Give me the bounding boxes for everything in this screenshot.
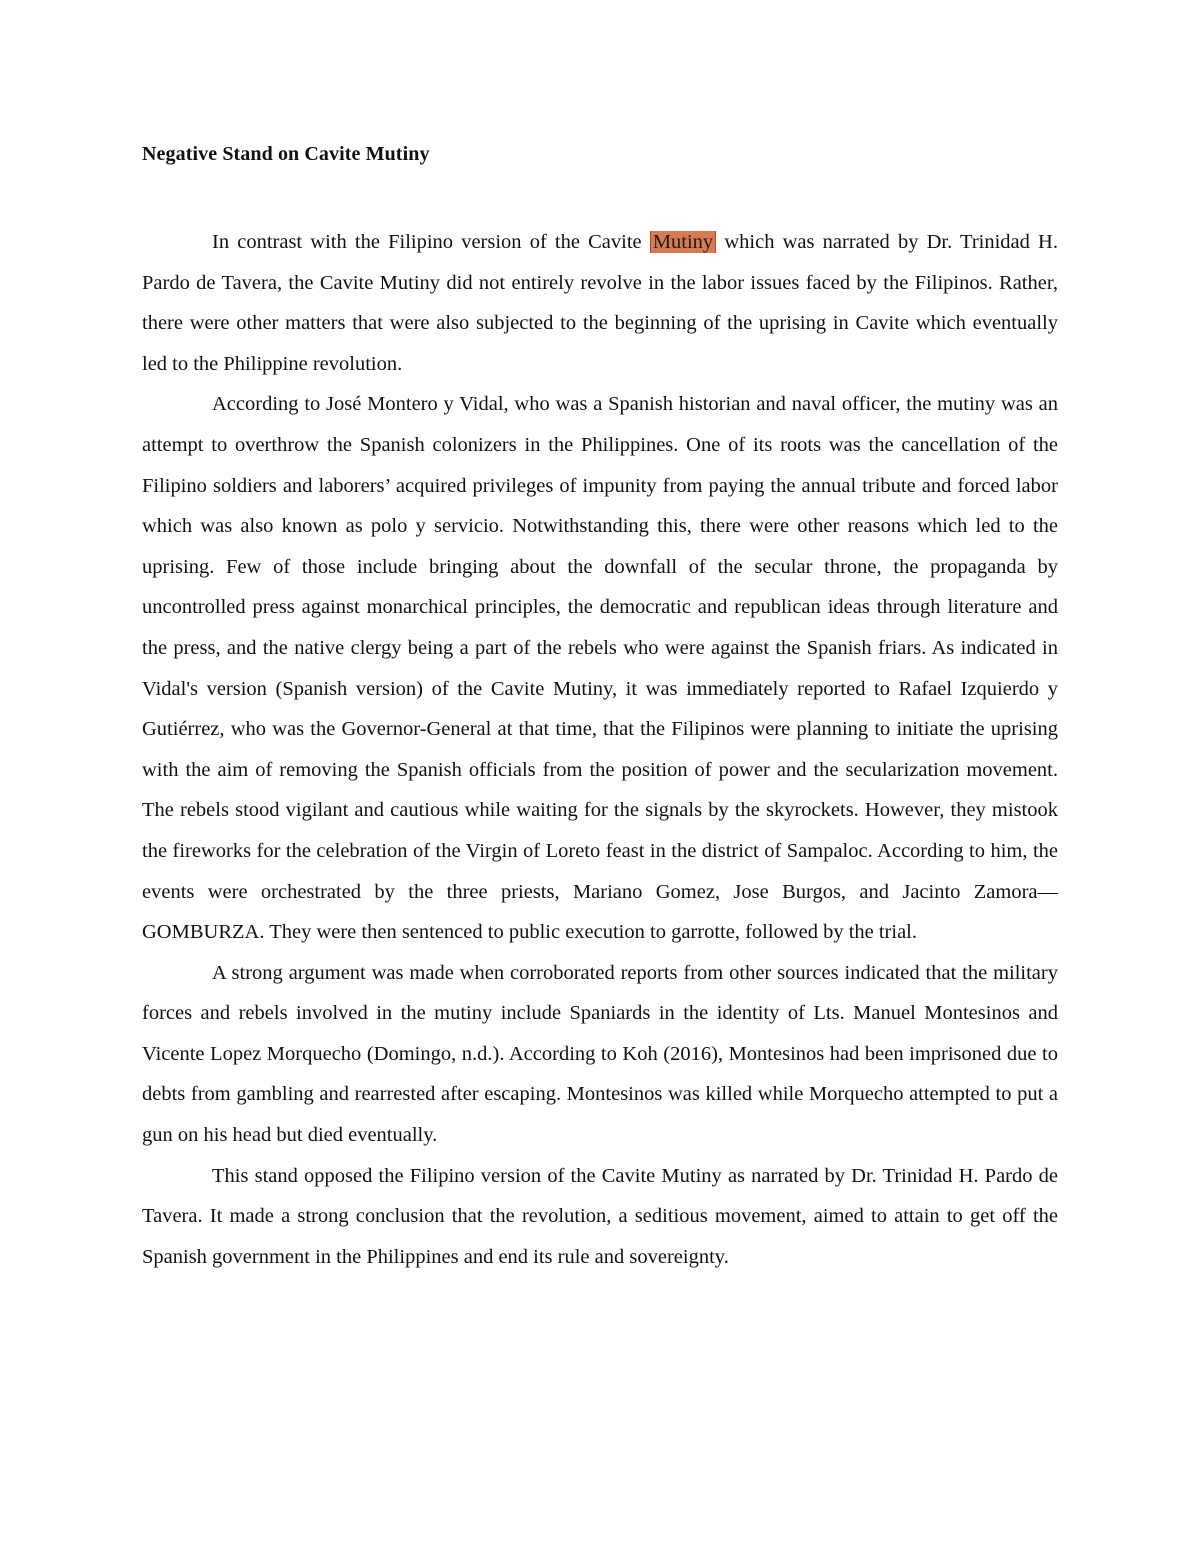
highlighted-word[interactable]: Mutiny [650, 231, 716, 253]
paragraph-4: This stand opposed the Filipino version of the Cavite Mutiny as narrated by Dr. Trinidad H. Pardo de Tavera. It made a strong conclusion that the revolution, a seditious movement, aimed to attain to get off the Spanish government in the Philippines and end its rule and sovereignty. [142, 1164, 1058, 1268]
document-title: Negative Stand on Cavite Mutiny [142, 143, 430, 165]
paragraph-1 [142, 222, 1058, 384]
paragraph-3: A strong argument was made when corroborated reports from other sources indicated that the military forces and rebels involved in the mutiny include Spaniards in the identity of Lts. Manuel Montesinos and Vicente Lopez Morquecho (Domingo, n.d.). According to Koh (2016), Montesinos had been imprisoned due to debts from gambling and rearrested after escaping. Montesinos was killed while Morquecho attempted to put a gun on his head but died eventually. [142, 961, 1058, 1147]
document-body [142, 222, 1058, 1277]
paragraph-2: According to José Montero y Vidal, who was a Spanish historian and naval officer, the mutiny was an attempt to overthrow the Spanish colonizers in the Philippines. One of its roots was the cancellation of the Filipino soldiers and laborers’ acquired privileges of impunity from paying the annual tribute and forced labor which was also known as polo y servicio. Notwithstanding this, there were other reasons which led to the uprising. Few of those include bringing about the downfall of the secular throne, the propaganda by uncontrolled press against monarchical principles, the democratic and republican ideas through literature and the press, and the native clergy being a part of the rebels who were against the Spanish friars. As indicated in Vidal's version (Spanish version) of the Cavite Mutiny, it was immediately reported to Rafael Izquierdo y Gutiérrez, who was the Governor-General at that time, that the Filipinos were planning to initiate the uprising with the aim of removing the Spanish officials from the position of power and the secularization movement. The rebels stood vigilant and cautious while waiting for the signals by the skyrockets. However, they mistook the fireworks for the celebration of the Virgin of Loreto feast in the district of Sampaloc. According to him, the events were orchestrated by the three priests, Mariano Gomez, Jose Burgos, and Jacinto Zamora— GOMBURZA. They were then sentenced to public execution to garrotte, followed by the trial. [142, 393, 1058, 944]
paragraph-1-text-after: which was narrated by Dr. Trinidad H. Pardo de Tavera, the Cavite Mutiny did not entirely revolve in the labor issues faced by the Filipinos. Rather, there were other matters that were also subjected to the beginning of the uprising in Cavite which eventually led to the Philippine revolution. [142, 231, 1058, 375]
paragraph-1-text-before: In contrast with the Filipino version of the Cavite [212, 231, 650, 253]
